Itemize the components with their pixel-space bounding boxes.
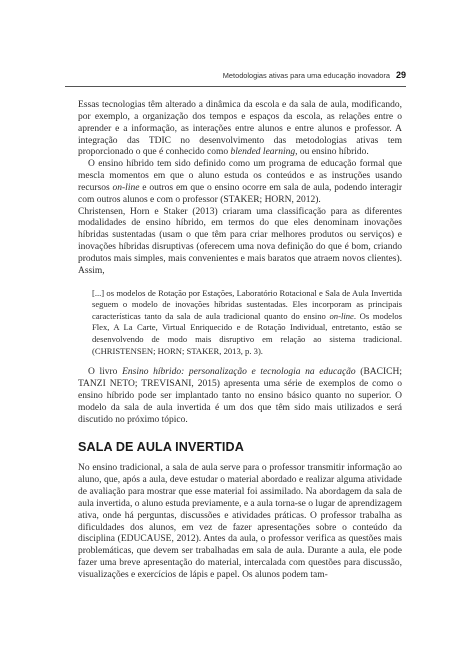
- block-quote: [...] os modelos de Rotação por Estações, Laboratório Rotacional e Sala de Aula Invertida seguem o modelo de inovações híbridas sustentadas. Eles incorporam as principais características tanto da sala de aula tradicional quanto do ensino on-line. Os modelos Flex, A La Carte, Virtual Enriquecido e de Rotação Individual, entretanto, estão se desenvolvendo de modo mais disruptivo em relação ao sistema tradicional. (CHRISTENSEN; HORN; STAKER, 2013, p. 3).: [92, 287, 402, 356]
- running-header: [65, 64, 406, 87]
- paragraph-3: Christensen, Horn e Staker (2013) criaram uma classificação para as diferentes modalidades de ensino híbrido, em termos do que eles denominam inovações híbridas sustentadas (usam o que têm para criar melhores produtos ou serviços) e inovações híbridas disruptivas (oferecem uma nova definição do que é bom, criando produtos mais simples, mais convenientes e mais baratos que atraem novos clientes). Assim,: [78, 206, 402, 276]
- running-title: Metodologias ativas para uma educação inovadora: [222, 70, 390, 80]
- page-number: 29: [395, 70, 406, 80]
- paragraph-1: Essas tecnologias têm alterado a dinâmica da escola e da sala de aula, modificando, por exemplo, a organização dos tempos e espaços da escola, as relações entre o aprender e a informação, as interações entre alunos e entre alunos e professor. A integração das TDIC no desenvolvimento das metodologias ativas tem proporcionado o que é conhecido como blended learning, ou ensino híbrido.: [78, 100, 402, 158]
- paragraph-2: O ensino híbrido tem sido definido como um programa de educação formal que mescla momentos em que o aluno estuda os conteúdos e as instruções usando recursos on-line e outros em que o ensino ocorre em sala de aula, podendo interagir com outros alunos e com o professor (STAKER; HORN, 2012).: [78, 159, 403, 205]
- page-body: [78, 100, 402, 582]
- paragraph-4: O livro Ensino híbrido: personalização e tecnologia na educação (BACICH; TANZI NETO; TREVISANI, 2015) apresenta uma série de exemplos de como o ensino híbrido pode ser implantado tanto no ensino básico quanto no superior. O modelo da sala de aula invertida é um dos que têm sido mais utilizados e será discutido no próximo tópico.: [78, 367, 402, 425]
- paragraph-5: No ensino tradicional, a sala de aula serve para o professor transmitir informação ao aluno, que, após a aula, deve estudar o material abordado e realizar alguma atividade de avaliação para mostrar que esse material foi assimilado. Na abordagem da sala de aula invertida, o aluno estuda previamente, e a aula torna-se o lugar de aprendizagem ativa, onde há perguntas, discussões e atividades práticas. O professor trabalha as dificuldades dos alunos, em vez de fazer apresentações sobre o conteúdo da disciplina (EDUCAUSE, 2012). Antes da aula, o professor verifica as questões mais problemáticas, que devem ser trabalhadas em sala de aula. Durante a aula, ele pode fazer uma breve apresentação do material, intercalada com questões para discussão, visualizações e exercícios de lápis e papel. Os alunos podem tam-: [78, 463, 402, 580]
- section-heading: SALA DE AULA INVERTIDA: [78, 440, 244, 455]
